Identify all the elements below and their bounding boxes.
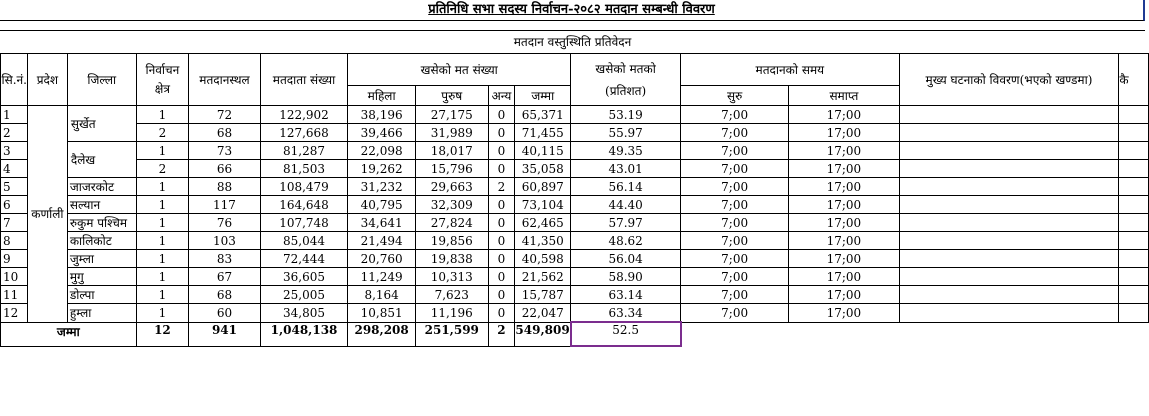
cell-total-voters[interactable]: 1,048,138 <box>260 322 348 346</box>
cell-male[interactable]: 7,623 <box>415 286 488 304</box>
table-row <box>1 304 1149 323</box>
cell-voters[interactable]: 81,503 <box>260 160 348 178</box>
cell-total[interactable]: 21,562 <box>515 268 571 286</box>
cell-sn[interactable]: 10 <box>1 268 28 286</box>
cell-start[interactable]: 7;00 <box>681 268 789 286</box>
cell-end[interactable]: 17;00 <box>789 160 899 178</box>
cell-last[interactable] <box>1119 268 1149 286</box>
cell-district[interactable]: कालिकोट <box>67 232 136 250</box>
table-row <box>1 142 1149 160</box>
cell-constituency[interactable]: 1 <box>136 250 189 268</box>
cell-last[interactable] <box>1119 304 1149 323</box>
cell-other[interactable]: 0 <box>488 106 515 124</box>
cell-district[interactable]: हुम्ला <box>67 304 136 323</box>
header-female[interactable]: महिला <box>348 86 416 106</box>
table-row <box>1 106 1149 124</box>
cell-start[interactable]: 7;00 <box>681 196 789 214</box>
header-turnout-sub: (प्रतिशत) <box>605 83 647 98</box>
table-row <box>1 178 1149 196</box>
cell-constituency[interactable]: 2 <box>136 124 189 142</box>
cell-voters[interactable]: 34,805 <box>260 304 348 323</box>
cell-end[interactable]: 17;00 <box>789 268 899 286</box>
cell-sn[interactable]: 6 <box>1 196 28 214</box>
header-voters[interactable]: मतदाता संख्या <box>260 54 348 106</box>
header-turnout-label: खसेको मतको <box>595 61 656 76</box>
cell-district[interactable]: जाजरकोट <box>67 178 136 196</box>
cell-female[interactable]: 38,196 <box>348 106 416 124</box>
cell-voters[interactable]: 25,005 <box>260 286 348 304</box>
cell-constituency[interactable]: 1 <box>136 178 189 196</box>
cell-last[interactable] <box>1119 178 1149 196</box>
cell-sn[interactable]: 12 <box>1 304 28 323</box>
cell-total[interactable]: 40,115 <box>515 142 571 160</box>
cell-events[interactable] <box>899 214 1119 232</box>
cell-total-turnout[interactable]: 52.5 <box>571 322 681 346</box>
cell-total[interactable]: 71,455 <box>515 124 571 142</box>
header-male[interactable]: पुरुष <box>415 86 488 106</box>
cell-other[interactable]: 0 <box>488 196 515 214</box>
cell-sn[interactable]: 9 <box>1 250 28 268</box>
cell-turnout[interactable]: 57.97 <box>571 214 681 232</box>
table-row <box>1 250 1149 268</box>
turnout-table <box>0 53 1149 347</box>
cell-total-label[interactable]: जम्मा <box>1 322 137 346</box>
cell-voters[interactable]: 127,668 <box>260 124 348 142</box>
cell-end[interactable]: 17;00 <box>789 250 899 268</box>
table-row <box>1 196 1149 214</box>
cell-district[interactable]: दैलेख <box>67 142 136 178</box>
cell-voters[interactable]: 81,287 <box>260 142 348 160</box>
table-row <box>1 160 1149 178</box>
cell-polling-stations[interactable]: 68 <box>189 124 261 142</box>
cell-polling-stations[interactable]: 67 <box>189 268 261 286</box>
cell-male[interactable]: 15,796 <box>415 160 488 178</box>
cell-polling-stations[interactable]: 68 <box>189 286 261 304</box>
cell-constituency[interactable]: 1 <box>136 196 189 214</box>
header-votes-cast[interactable]: खसेको मत संख्या <box>348 54 571 86</box>
cell-total-end[interactable] <box>789 322 899 346</box>
cell-male[interactable]: 11,196 <box>415 304 488 323</box>
header-province[interactable]: प्रदेश <box>27 54 67 106</box>
cell-total-total[interactable]: 549,809 <box>515 322 571 346</box>
cell-last[interactable] <box>1119 250 1149 268</box>
cell-sn[interactable]: 5 <box>1 178 28 196</box>
cell-male[interactable]: 18,017 <box>415 142 488 160</box>
table-row <box>1 286 1149 304</box>
cell-sn[interactable]: 11 <box>1 286 28 304</box>
cell-start[interactable]: 7;00 <box>681 232 789 250</box>
cell-events[interactable] <box>899 232 1119 250</box>
cell-turnout[interactable]: 53.19 <box>571 106 681 124</box>
cell-constituency[interactable]: 1 <box>136 214 189 232</box>
cell-total-constituency[interactable]: 12 <box>136 322 189 346</box>
cell-polling-stations[interactable]: 88 <box>189 178 261 196</box>
table-row <box>1 268 1149 286</box>
cell-district[interactable]: सुर्खेत <box>67 106 136 142</box>
cell-polling-stations[interactable]: 66 <box>189 160 261 178</box>
cell-start[interactable]: 7;00 <box>681 106 789 124</box>
cell-total-polling-stations[interactable]: 941 <box>189 322 261 346</box>
cell-total[interactable]: 22,047 <box>515 304 571 323</box>
cell-district[interactable]: जुम्ला <box>67 250 136 268</box>
cell-total[interactable]: 40,598 <box>515 250 571 268</box>
cell-total-other[interactable]: 2 <box>488 322 515 346</box>
cell-district[interactable]: सल्यान <box>67 196 136 214</box>
cell-events[interactable] <box>899 286 1119 304</box>
cell-other[interactable]: 0 <box>488 304 515 323</box>
cell-start[interactable]: 7;00 <box>681 178 789 196</box>
cell-female[interactable]: 31,232 <box>348 178 416 196</box>
cell-polling-stations[interactable]: 60 <box>189 304 261 323</box>
totals-row <box>1 322 1149 346</box>
cell-male[interactable]: 29,663 <box>415 178 488 196</box>
cell-female[interactable]: 20,760 <box>348 250 416 268</box>
table-row <box>1 124 1149 142</box>
cell-turnout[interactable]: 48.62 <box>571 232 681 250</box>
cell-total-female[interactable]: 298,208 <box>348 322 416 346</box>
table-row <box>1 214 1149 232</box>
cell-sn[interactable]: 2 <box>1 124 28 142</box>
cell-sn[interactable]: 3 <box>1 142 28 160</box>
cell-turnout[interactable]: 56.04 <box>571 250 681 268</box>
cell-turnout[interactable]: 43.01 <box>571 160 681 178</box>
cell-district[interactable]: डोल्पा <box>67 286 136 304</box>
cell-last[interactable] <box>1119 286 1149 304</box>
header-polling-stations[interactable]: मतदानस्थल <box>189 54 261 106</box>
cell-voters[interactable]: 36,605 <box>260 268 348 286</box>
cell-other[interactable]: 0 <box>488 250 515 268</box>
cell-total[interactable]: 15,787 <box>515 286 571 304</box>
cell-start[interactable]: 7;00 <box>681 214 789 232</box>
cell-polling-stations[interactable]: 117 <box>189 196 261 214</box>
cell-last[interactable] <box>1119 214 1149 232</box>
cell-turnout[interactable]: 63.34 <box>571 304 681 323</box>
cell-last[interactable] <box>1119 196 1149 214</box>
cell-events[interactable] <box>899 268 1119 286</box>
cell-last[interactable] <box>1119 160 1149 178</box>
cell-turnout[interactable]: 55.97 <box>571 124 681 142</box>
report-subtitle[interactable]: मतदान वस्तुस्थिति प्रतिवेदन <box>0 30 1145 53</box>
cell-start[interactable]: 7;00 <box>681 250 789 268</box>
cell-district[interactable]: रुकुम पश्चिम <box>67 214 136 232</box>
cell-other[interactable]: 0 <box>488 268 515 286</box>
table-row <box>1 232 1149 250</box>
cell-last[interactable] <box>1119 124 1149 142</box>
cell-last[interactable] <box>1119 142 1149 160</box>
cell-district[interactable]: मुगु <box>67 268 136 286</box>
cell-polling-stations[interactable]: 103 <box>189 232 261 250</box>
cell-other[interactable]: 0 <box>488 232 515 250</box>
header-events[interactable]: मुख्य घटनाको विवरण(भएको खण्डमा) <box>899 54 1119 106</box>
cell-events[interactable] <box>899 106 1119 124</box>
cell-constituency[interactable]: 1 <box>136 106 189 124</box>
header-sn[interactable]: सि.नं. <box>1 54 28 106</box>
cell-last[interactable] <box>1119 232 1149 250</box>
cell-male[interactable]: 27,175 <box>415 106 488 124</box>
cell-voters[interactable]: 122,902 <box>260 106 348 124</box>
header-district[interactable]: जिल्ला <box>67 54 136 106</box>
cell-other[interactable]: 2 <box>488 178 515 196</box>
cell-other[interactable]: 0 <box>488 214 515 232</box>
cell-female[interactable]: 10,851 <box>348 304 416 323</box>
cell-female[interactable]: 22,098 <box>348 142 416 160</box>
cell-total-events[interactable] <box>899 322 1119 346</box>
cell-female[interactable]: 34,641 <box>348 214 416 232</box>
header-voting-time[interactable]: मतदानको समय <box>681 54 900 86</box>
cell-turnout[interactable]: 58.90 <box>571 268 681 286</box>
cell-total[interactable]: 35,058 <box>515 160 571 178</box>
cell-female[interactable]: 11,249 <box>348 268 416 286</box>
cell-voters[interactable]: 85,044 <box>260 232 348 250</box>
cell-female[interactable]: 8,164 <box>348 286 416 304</box>
cell-events[interactable] <box>899 304 1119 323</box>
cell-male[interactable]: 19,838 <box>415 250 488 268</box>
header-constituency-label: निर्वाचन क्षेत्र <box>145 62 180 96</box>
cell-voters[interactable]: 164,648 <box>260 196 348 214</box>
cell-male[interactable]: 10,313 <box>415 268 488 286</box>
cell-events[interactable] <box>899 196 1119 214</box>
cell-voters[interactable]: 72,444 <box>260 250 348 268</box>
header-constituency[interactable] <box>136 54 189 106</box>
cell-constituency[interactable]: 1 <box>136 142 189 160</box>
cell-male[interactable]: 32,309 <box>415 196 488 214</box>
cell-province[interactable]: कर्णाली <box>27 106 67 323</box>
cell-constituency[interactable]: 1 <box>136 304 189 323</box>
cell-male[interactable]: 19,856 <box>415 232 488 250</box>
cell-total-last[interactable] <box>1119 322 1149 346</box>
header-last[interactable]: कै <box>1119 54 1149 106</box>
cell-end[interactable]: 17;00 <box>789 142 899 160</box>
header-other[interactable]: अन्य <box>488 86 515 106</box>
cell-sn[interactable]: 7 <box>1 214 28 232</box>
cell-other[interactable]: 0 <box>488 124 515 142</box>
cell-turnout[interactable]: 49.35 <box>571 142 681 160</box>
cell-end[interactable]: 17;00 <box>789 178 899 196</box>
cell-female[interactable]: 19,262 <box>348 160 416 178</box>
cell-start[interactable]: 7;00 <box>681 304 789 323</box>
header-end[interactable]: समाप्त <box>789 86 899 106</box>
cell-other[interactable]: 0 <box>488 142 515 160</box>
cell-female[interactable]: 39,466 <box>348 124 416 142</box>
cell-events[interactable] <box>899 178 1119 196</box>
cell-end[interactable]: 17;00 <box>789 106 899 124</box>
cell-events[interactable] <box>899 160 1119 178</box>
header-total[interactable]: जम्मा <box>515 86 571 106</box>
cell-start[interactable]: 7;00 <box>681 286 789 304</box>
header-start[interactable]: सुरु <box>681 86 789 106</box>
cell-start[interactable]: 7;00 <box>681 160 789 178</box>
cell-constituency[interactable]: 1 <box>136 268 189 286</box>
cell-female[interactable]: 21,494 <box>348 232 416 250</box>
cell-sn[interactable]: 8 <box>1 232 28 250</box>
cell-turnout[interactable]: 44.40 <box>571 196 681 214</box>
cell-end[interactable]: 17;00 <box>789 286 899 304</box>
cell-events[interactable] <box>899 142 1119 160</box>
cell-voters[interactable]: 107,748 <box>260 214 348 232</box>
cell-total[interactable]: 60,897 <box>515 178 571 196</box>
cell-total-start[interactable] <box>681 322 789 346</box>
cell-events[interactable] <box>899 124 1119 142</box>
cell-end[interactable]: 17;00 <box>789 214 899 232</box>
cell-end[interactable]: 17;00 <box>789 124 899 142</box>
cell-female[interactable]: 40,795 <box>348 196 416 214</box>
cell-total[interactable]: 65,371 <box>515 106 571 124</box>
cell-start[interactable]: 7;00 <box>681 142 789 160</box>
cell-voters[interactable]: 108,479 <box>260 178 348 196</box>
cell-sn[interactable]: 1 <box>1 106 28 124</box>
report-title[interactable]: प्रतिनिधि सभा सदस्य निर्वाचन-२०८२ मतदान सम्बन्धी विवरण <box>0 0 1145 21</box>
cell-total[interactable]: 73,104 <box>515 196 571 214</box>
cell-constituency[interactable]: 1 <box>136 286 189 304</box>
cell-polling-stations[interactable]: 72 <box>189 106 261 124</box>
cell-polling-stations[interactable]: 76 <box>189 214 261 232</box>
cell-last[interactable] <box>1119 106 1149 124</box>
cell-other[interactable]: 0 <box>488 286 515 304</box>
cell-events[interactable] <box>899 250 1119 268</box>
cell-total[interactable]: 62,465 <box>515 214 571 232</box>
cell-start[interactable]: 7;00 <box>681 124 789 142</box>
cell-other[interactable]: 0 <box>488 160 515 178</box>
cell-sn[interactable]: 4 <box>1 160 28 178</box>
cell-constituency[interactable]: 1 <box>136 232 189 250</box>
cell-end[interactable]: 17;00 <box>789 232 899 250</box>
cell-end[interactable]: 17;00 <box>789 304 899 323</box>
cell-constituency[interactable]: 2 <box>136 160 189 178</box>
cell-male[interactable]: 31,989 <box>415 124 488 142</box>
cell-turnout[interactable]: 56.14 <box>571 178 681 196</box>
cell-end[interactable]: 17;00 <box>789 196 899 214</box>
cell-total[interactable]: 41,350 <box>515 232 571 250</box>
cell-total-male[interactable]: 251,599 <box>415 322 488 346</box>
cell-polling-stations[interactable]: 73 <box>189 142 261 160</box>
header-turnout[interactable] <box>571 54 681 106</box>
cell-male[interactable]: 27,824 <box>415 214 488 232</box>
cell-polling-stations[interactable]: 83 <box>189 250 261 268</box>
cell-turnout[interactable]: 63.14 <box>571 286 681 304</box>
